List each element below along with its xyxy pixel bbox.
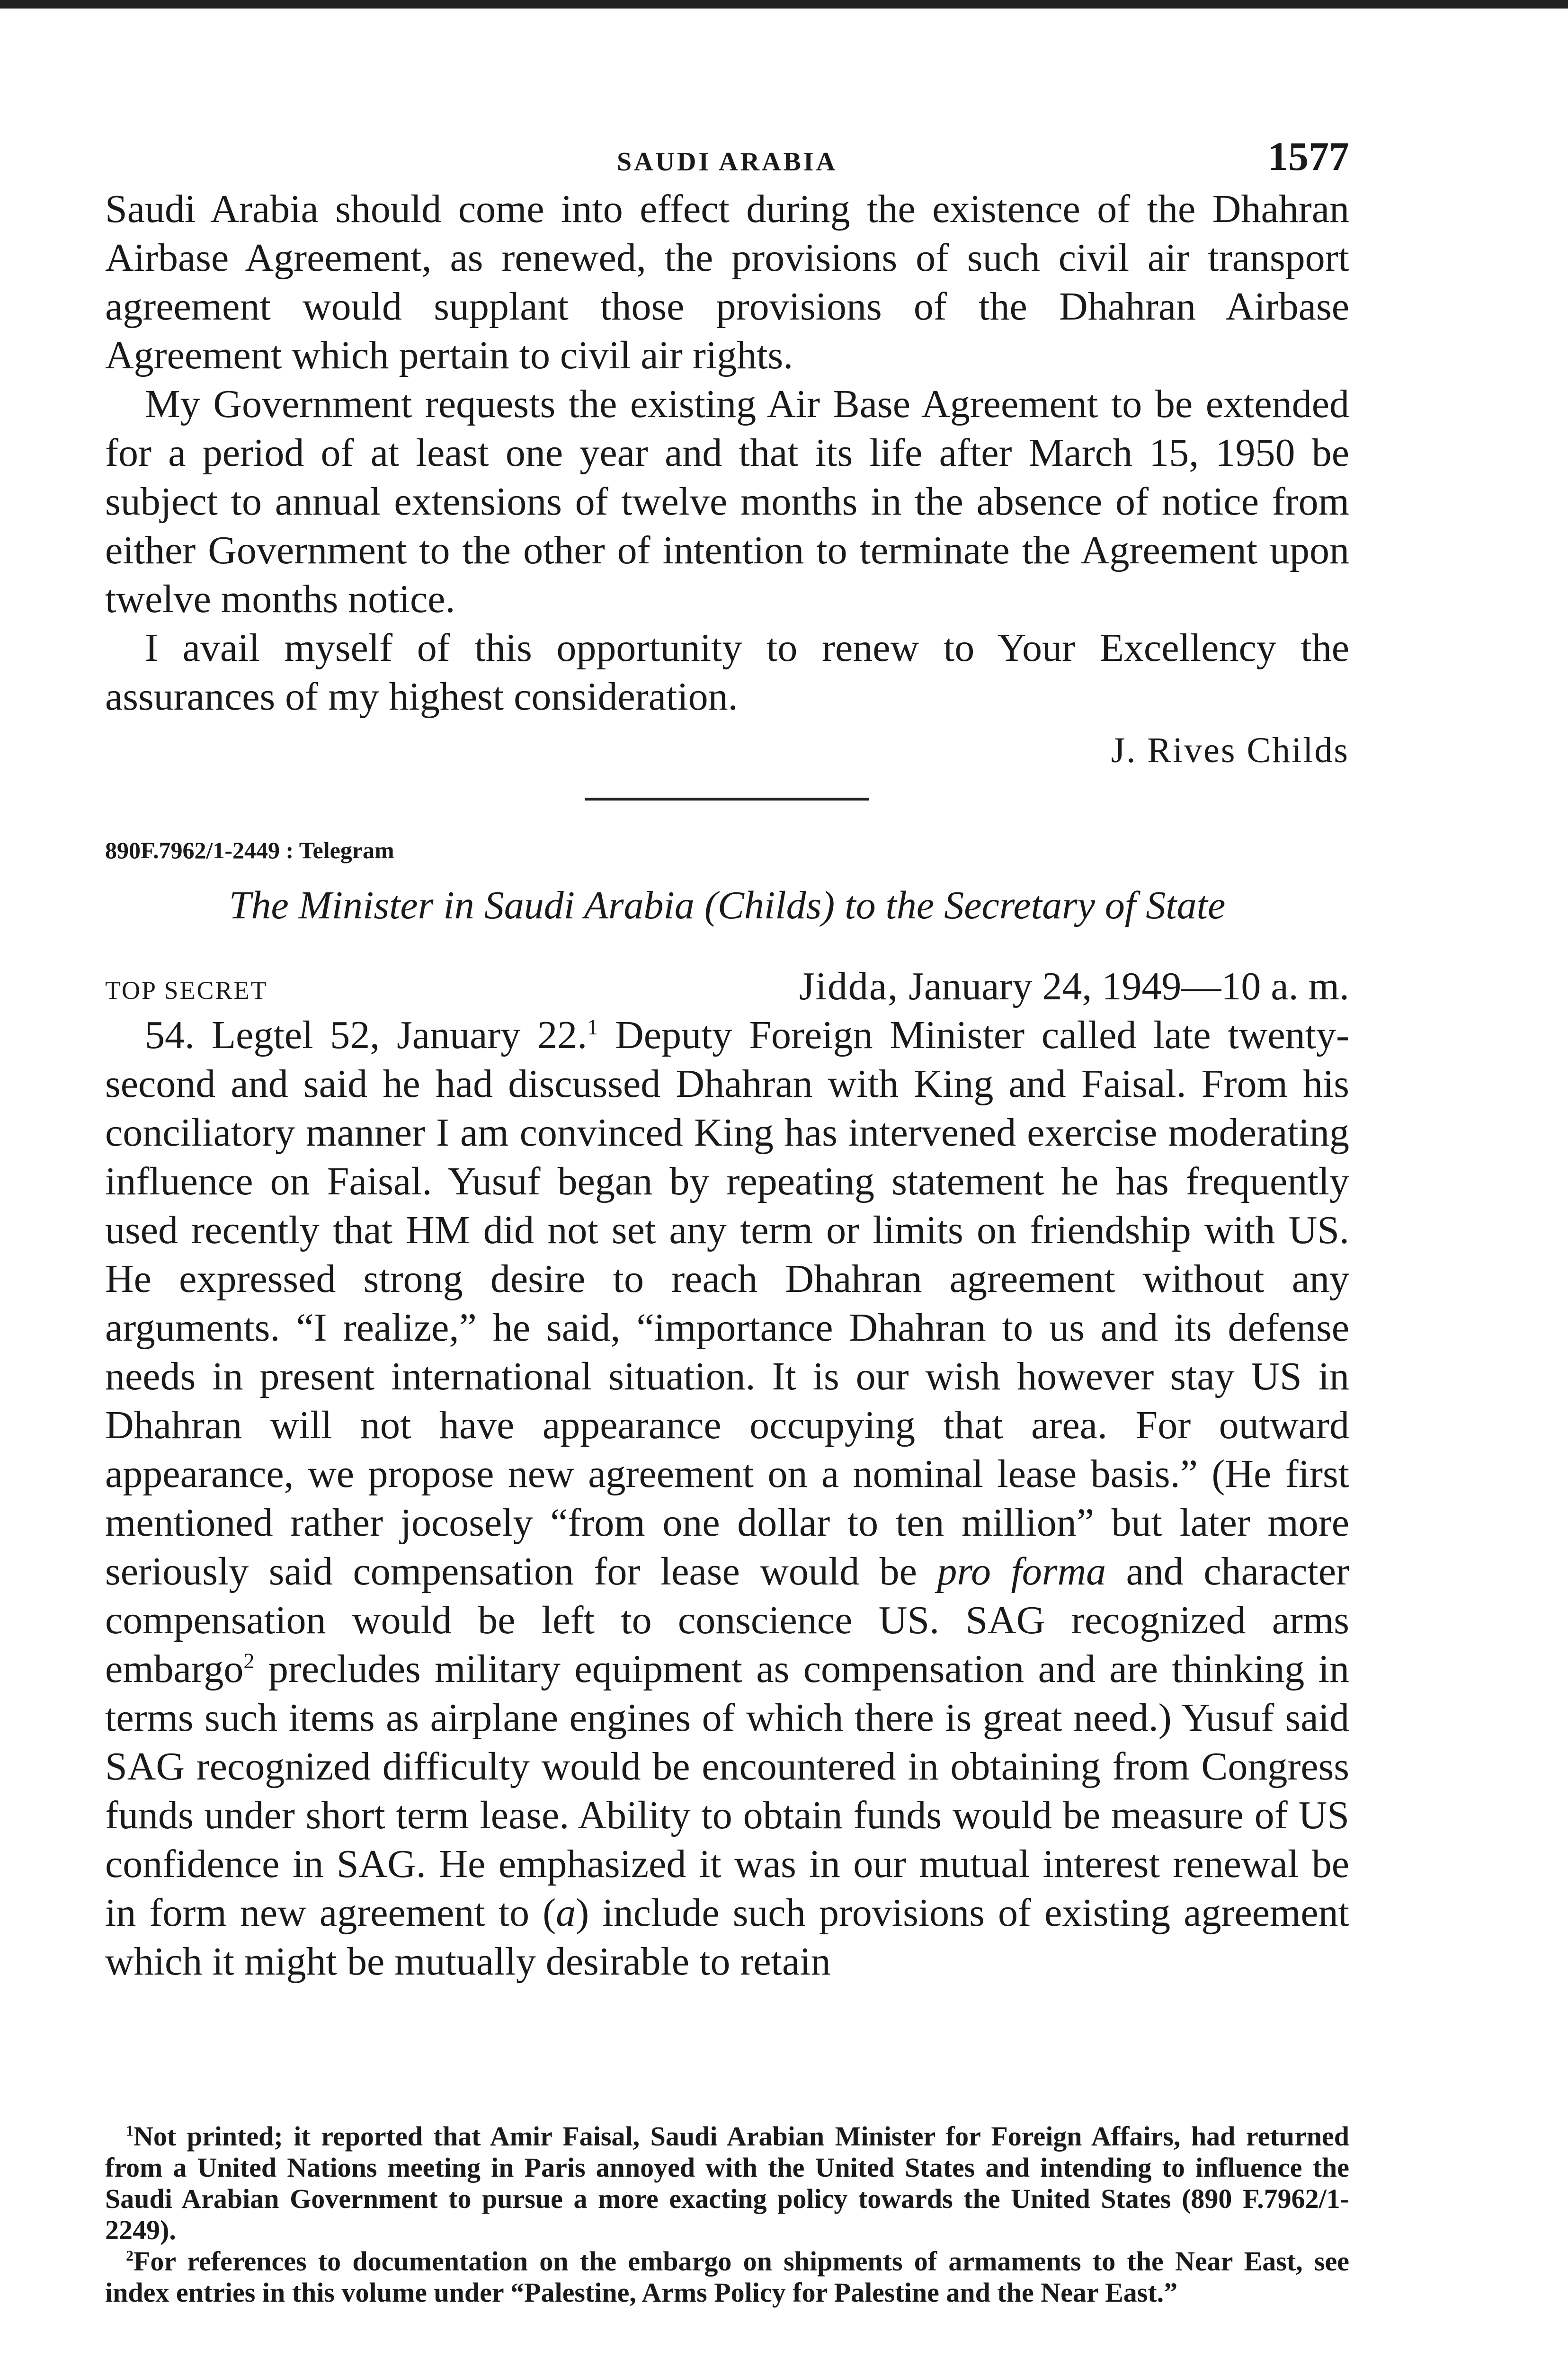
letter-paragraph-2: My Government requests the existing Air Base Agreement to be extended for a period of at least one year and that its life after March 15, 1950 be subject to annual extensions of twelve months in the absence of notice from either Government to the other of intention to terminate the Agreement upon twelve months notice. <box>105 382 1349 621</box>
footnote-2-text: For references to documentation on the embargo on shipments of armaments to the Near East, see index entries in this volume under “Palestine, Arms Policy for Palestine and the Near East.” <box>105 2246 1349 2308</box>
footnote-reference-2: 2 <box>243 1649 255 1673</box>
telegram-dateline <box>799 963 1349 1009</box>
telegram-header-row <box>105 963 1349 1011</box>
telegram-body <box>105 1011 1349 1986</box>
telegram-file-reference: 890F.7962/1-2449 : Telegram <box>105 837 394 863</box>
footnote-2 <box>105 2246 1349 2308</box>
telegram-text-1: 54. Legtel 52, January 22. <box>145 1013 588 1057</box>
telegram-text-5: ) include such provisions of existing agreement which it might be mutually desirable to retain <box>105 1891 1349 1984</box>
page-number: 1577 <box>1268 133 1349 179</box>
dateline-date: January 24, 1949—10 a. m. <box>909 964 1349 1008</box>
footnotes-section <box>105 2121 1349 2308</box>
letter-paragraph-1: Saudi Arabia should come into effect during the existence of the Dhahran Airbase Agreement, as renewed, the provisions of such civil air transport agreement would supplant those provisions of the Dhahran Airbase Agreement which pertain to civil air rights. <box>105 187 1349 377</box>
dateline-place: Jidda, <box>799 964 899 1008</box>
telegram-title: The Minister in Saudi Arabia (Childs) to the Secretary of State <box>229 883 1226 927</box>
signature-name: J. Rives Childs <box>1111 730 1349 770</box>
telegram-text-3: and character compensation would be left to conscience US. SAG recognized arms embargo <box>105 1549 1350 1691</box>
page-body <box>105 133 1349 1986</box>
telegram-italic-pro-forma: pro forma <box>937 1549 1106 1593</box>
footnote-reference-1: 1 <box>587 1015 598 1039</box>
footnote-2-marker: 2 <box>126 2247 134 2264</box>
running-head <box>105 133 1349 185</box>
footnote-1-marker: 1 <box>126 2122 134 2139</box>
section-separator-rule <box>585 798 869 801</box>
footnote-1-text: Not printed; it reported that Amir Faisal, Saudi Arabian Minister for Foreign Affairs, had returned from a United Nations meeting in Paris annoyed with the United States and intending to influence the Saudi Arabian Government to pursue a more exacting policy towards the United States (890 F.7962/1-2249). <box>105 2121 1349 2245</box>
letter-paragraph-3: I avail myself of this opportunity to renew to Your Excellency the assurances of my highest consideration. <box>105 626 1349 719</box>
page-top-edge <box>0 0 1568 9</box>
telegram-italic-a: a <box>556 1891 576 1935</box>
footnote-1 <box>105 2121 1349 2246</box>
telegram-paragraph <box>105 1011 1349 1986</box>
letter-continuation <box>105 185 1349 721</box>
telegram-text-4: precludes military equipment as compensation and are thinking in terms such items as airplane engines of which there is great need.) Yusuf said SAG recognized difficulty would be encountered in obtaining from Congress funds under short term lease. Ability to obtain funds would be measure of US confidence in SAG. He emphasized it was in our mutual interest renewal be in form new agreement to ( <box>105 1647 1349 1935</box>
letter-signature <box>105 724 1349 777</box>
telegram-text-2: Deputy Foreign Minister called late twenty-second and said he had discussed Dhahran with King and Faisal. From his conciliatory manner I am convinced King has intervened exercise moderating influence on Faisal. Yusuf began by repeating statement he has frequently used recently that HM did not set any term or limits on friendship with US. He expressed strong desire to reach Dhahran agreement without any arguments. “I realize,” he said, “importance Dhahran to us and its defense needs in present international situation. It is our wish however stay US in Dhahran will not have appearance occupying that area. For outward appearance, we propose new agreement on a nominal lease basis.” (He first mentioned rather jocosely “from one dollar to ten million” but later more seriously said compensation for lease would be <box>105 1013 1349 1593</box>
classification-marking: TOP SECRET <box>105 976 268 1005</box>
running-head-title: SAUDI ARABIA <box>616 147 838 177</box>
